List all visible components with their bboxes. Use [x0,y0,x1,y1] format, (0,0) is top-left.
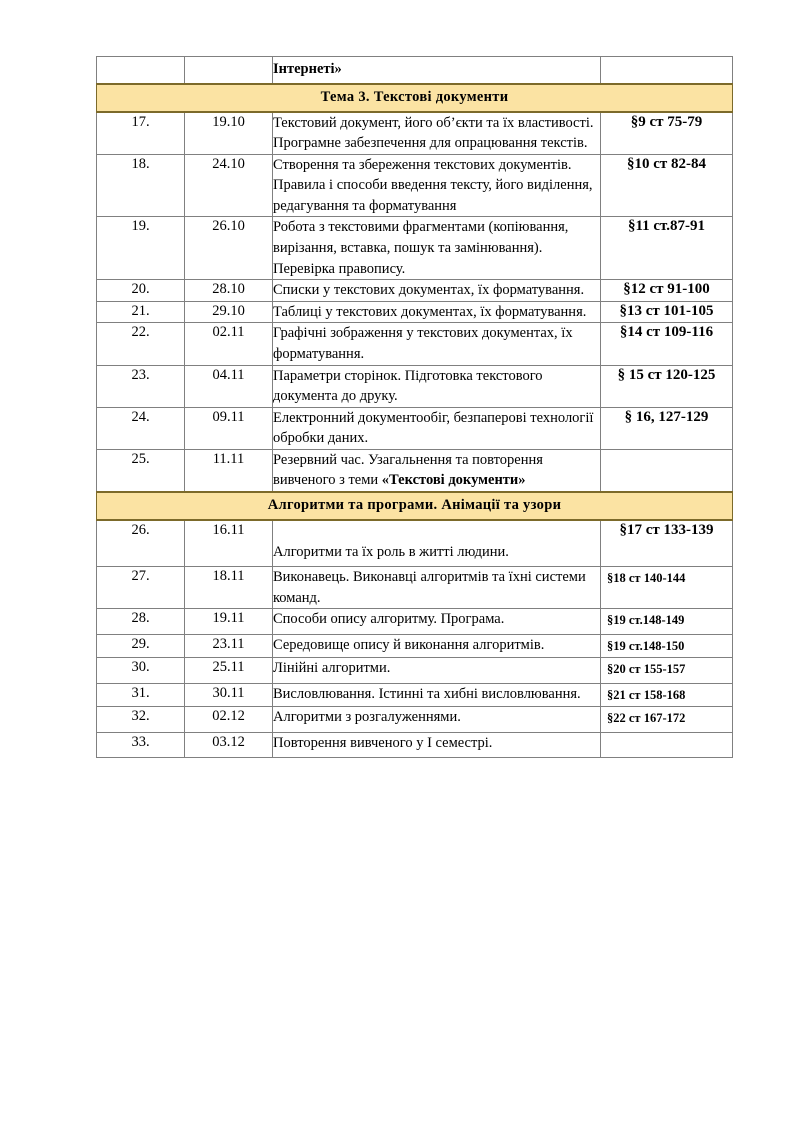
table-row [97,323,733,365]
row-number-cell: 17. [97,112,185,155]
row-date-cell: 30.11 [185,683,273,706]
row-topic-cell [273,154,601,217]
lesson-plan-table [96,56,733,758]
row-topic-cell [273,520,601,567]
row-number-cell: 24. [97,407,185,449]
topic-text: Списки у текстових документах, їх форматування. [273,282,585,299]
row-date-cell: 03.12 [185,732,273,758]
topic-text: Таблиці у текстових документах, їх форматування. [273,303,587,320]
row-date-cell: 02.12 [185,706,273,732]
row-topic-cell [273,323,601,365]
row-reference-cell: §17 ст 133-139 [601,520,733,567]
row-topic-cell [273,112,601,155]
row-reference-cell: §14 ст 109-116 [601,323,733,365]
table-row [97,658,733,684]
table-body [97,57,733,758]
topic-text: Робота з текстовими фрагментами (копіювання, вирізання, вставка, пошук та замінювання). Перевірка правопису. [273,219,569,277]
row-reference-cell: §13 ст 101-105 [601,301,733,323]
row-reference-cell: §9 ст 75-79 [601,112,733,155]
topic-text: Алгоритми та їх роль в житті людини. [273,543,509,560]
table-row [97,609,733,635]
row-number-cell: 33. [97,732,185,758]
topic-text: Середовище опису й виконання алгоритмів. [273,636,545,653]
row-topic-cell [273,732,601,758]
table-row [97,634,733,657]
table-row [97,520,733,567]
row-topic-cell [273,706,601,732]
topic-text: Текстовий документ, його об’єкти та їх властивості. Програмне забезпечення для опрацювання текстів. [273,114,594,152]
row-date-cell: 23.11 [185,634,273,657]
table-row [97,301,733,323]
table-row [97,732,733,758]
row-reference-cell: §18 ст 140-144 [601,567,733,609]
topic-text: Висловлювання. Істинні та хибні висловлювання. [273,685,581,702]
row-number-cell: 25. [97,449,185,492]
row-topic-cell: Інтернеті» [273,57,601,84]
row-number-cell: 28. [97,609,185,635]
section-header-row [97,492,733,520]
table-row [97,706,733,732]
row-reference-cell: §19 ст.148-149 [601,609,733,635]
topic-text: Резервний час. Узагальнення та повторення вивченого з теми [273,451,543,489]
section-header-row [97,84,733,112]
row-number-cell: 21. [97,301,185,323]
topic-text: Алгоритми з розгалуженнями. [273,708,461,725]
topic-text: Електронний документообіг, безпаперові технології обробки даних. [273,409,594,447]
row-number-cell: 23. [97,365,185,407]
topic-text: Повторення вивченого у I семестрі. [273,734,493,751]
topic-text: Графічні зображення у текстових документах, їх форматування. [273,325,573,362]
row-date-cell: 02.11 [185,323,273,365]
topic-text: Параметри сторінок. Підготовка текстового документа до друку. [273,367,543,405]
row-date-cell: 16.11 [185,520,273,567]
row-topic-cell [273,365,601,407]
row-reference-cell: § 16, 127-129 [601,407,733,449]
topic-text: Лінійні алгоритми. [273,660,391,677]
table-row [97,217,733,280]
topic-emphasis: «Текстові документи» [381,472,526,489]
row-reference-cell: §19 ст.148-150 [601,634,733,657]
row-number-cell [97,57,185,84]
table-row [97,567,733,609]
row-reference-cell [601,449,733,492]
row-number-cell: 27. [97,567,185,609]
row-topic-cell [273,280,601,302]
row-date-cell [185,57,273,84]
row-date-cell: 26.10 [185,217,273,280]
table-row [97,154,733,217]
row-topic-cell [273,301,601,323]
row-reference-cell [601,57,733,84]
section-title: Тема 3. Текстові документи [97,84,733,112]
row-number-cell: 29. [97,634,185,657]
row-date-cell: 09.11 [185,407,273,449]
row-date-cell: 04.11 [185,365,273,407]
row-reference-cell: §10 ст 82-84 [601,154,733,217]
table-row [97,407,733,449]
row-reference-cell: § 15 ст 120-125 [601,365,733,407]
row-reference-cell: §21 ст 158-168 [601,683,733,706]
table-row [97,683,733,706]
row-number-cell: 26. [97,520,185,567]
row-topic-cell [273,658,601,684]
row-reference-cell: §12 ст 91-100 [601,280,733,302]
row-topic-cell [273,634,601,657]
row-topic-cell [273,449,601,492]
topic-blank-line [273,521,600,542]
row-number-cell: 22. [97,323,185,365]
section-title: Алгоритми та програми. Анімації та узори [97,492,733,520]
row-number-cell: 31. [97,683,185,706]
row-date-cell: 25.11 [185,658,273,684]
row-topic-cell [273,407,601,449]
row-date-cell: 28.10 [185,280,273,302]
row-topic-cell [273,609,601,635]
row-reference-cell: §11 ст.87-91 [601,217,733,280]
table-row [97,112,733,155]
row-number-cell: 30. [97,658,185,684]
row-topic-cell [273,567,601,609]
table-row [97,280,733,302]
row-topic-cell [273,217,601,280]
topic-text: Створення та збереження текстових документів. Правила і способи введення тексту, його виділення, редагування та форматування [273,156,593,214]
row-topic-cell [273,683,601,706]
table-row [97,365,733,407]
topic-text: Виконавець. Виконавці алгоритмів та їхні системи команд. [273,569,586,606]
row-reference-cell [601,732,733,758]
row-number-cell: 18. [97,154,185,217]
row-date-cell: 19.10 [185,112,273,155]
row-date-cell: 11.11 [185,449,273,492]
row-reference-cell: §22 ст 167-172 [601,706,733,732]
row-date-cell: 24.10 [185,154,273,217]
row-date-cell: 29.10 [185,301,273,323]
row-date-cell: 18.11 [185,567,273,609]
table-row [97,449,733,492]
row-reference-cell: §20 ст 155-157 [601,658,733,684]
row-date-cell: 19.11 [185,609,273,635]
table-row-continuation [97,57,733,84]
row-number-cell: 32. [97,706,185,732]
row-number-cell: 20. [97,280,185,302]
row-number-cell: 19. [97,217,185,280]
topic-text: Способи опису алгоритму. Програма. [273,611,505,628]
